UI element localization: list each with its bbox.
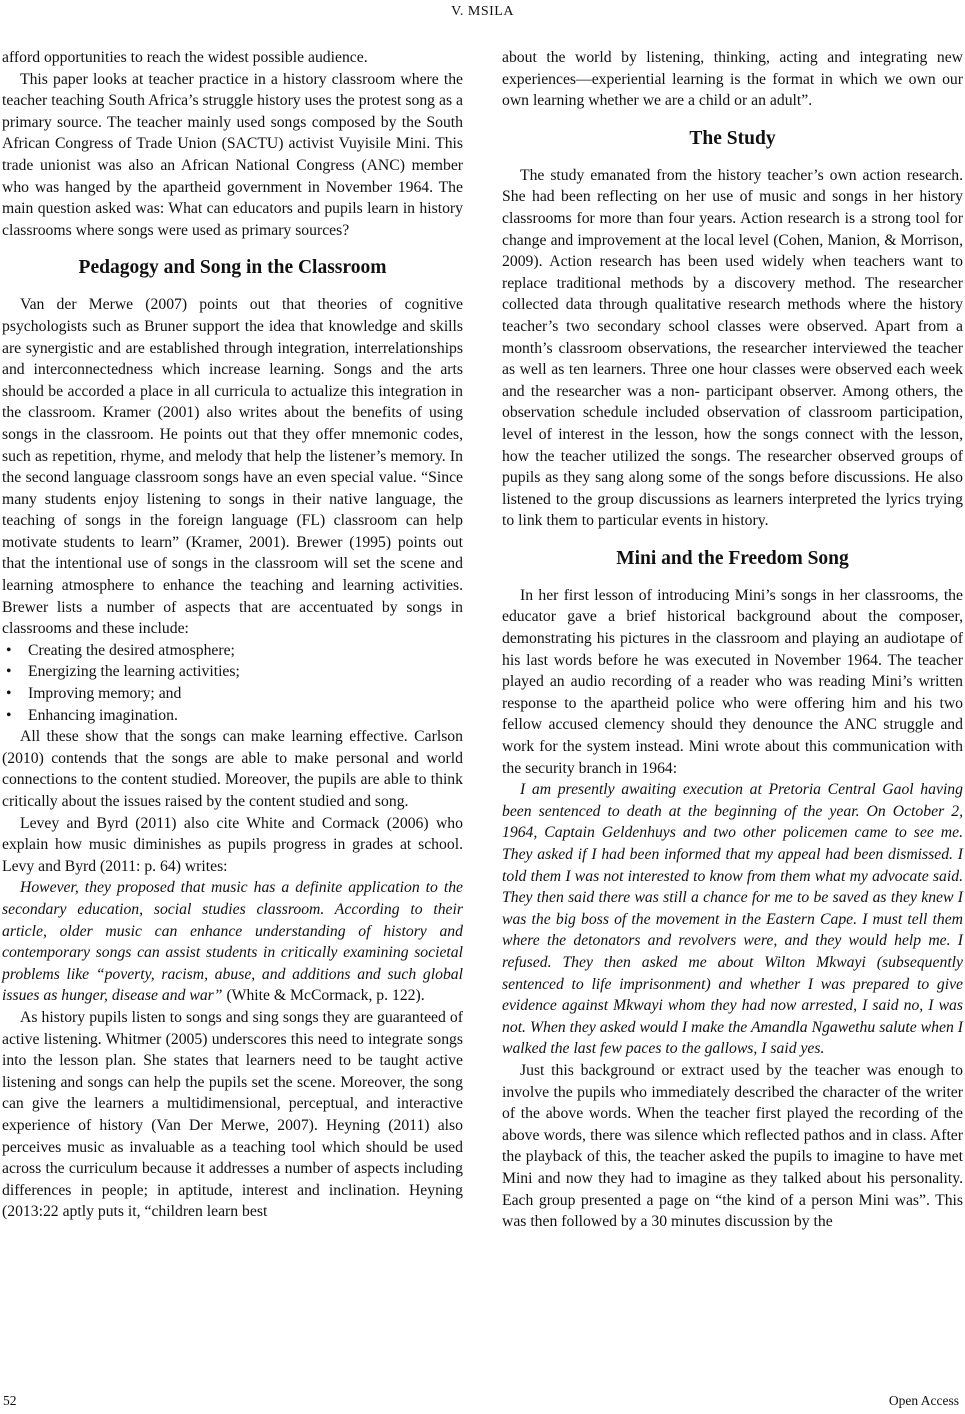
section-heading: Mini and the Freedom Song: [616, 547, 849, 569]
list-item: • Improving memory; and: [2, 683, 463, 705]
paragraph: about the world by listening, thinking, acting and integrating new experiences—experiential learning is the format in which we own our own learning whether we are a child or an adult”.: [502, 49, 963, 110]
paragraph: afford opportunities to reach the widest possible audience.: [2, 49, 368, 66]
section-heading: The Study: [689, 127, 776, 149]
paragraph: In her first lesson of introducing Mini’s songs in her classrooms, the educator gave a brief historical background about the composer, demonstrating his pictures in the classroom and playing an audiotape of his last words before he was executed in November 1964. The teacher played an audio recording of a reader who was reading Mini’s written response to the apartheid police who were offering him and his two fellow accused clemency should they denounce the ANC struggle and work for the system instead. Mini wrote about this communication with the security branch in 1964:: [502, 586, 963, 777]
paragraph: Van der Merwe (2007) points out that theories of cognitive psychologists such as Bruner support the idea that knowledge and skills are synergistic and are established through integration, interrelationships and interconnectedness which increase learning. Songs and the arts should be accorded a place in all curricula to actualize this integration in the classroom. Kramer (2001) also writes about the benefits of using songs in the classroom. He points out that they offer mnemonic codes, such as repetition, rhyme, and melody that help the listener’s memory. In the second language classroom songs have an even special value. “Since many students enjoy listening to songs in their native language, the teaching of songs in the foreign language (FL) classroom can help motivate students to learn” (Kramer, 2001). Brewer (1995) points out that the intentional use of songs in the classroom will set the scene and learning atmosphere to enhance the teaching and learning activities. Brewer lists a number of aspects that are accentuated by songs in classrooms and these include:: [2, 296, 463, 638]
paragraph: Levey and Byrd (2011) also cite White and Cormack (2006) who explain how music diminishes as pupils progress in grades at school. Levy and Byrd (2011: p. 64) writes:: [2, 814, 463, 875]
quote-text: However, they proposed that music has a definite application to the secondary education, social studies classroom. According to their article, older music can enhance understanding of history and contemporary songs can assist students in critically examining societal problems like “poverty, racism, abuse, and additions and such global issues as hunger, disease and war”: [2, 879, 463, 1005]
right-column: [502, 47, 963, 1233]
block-quote: [2, 877, 463, 1007]
block-quote: I am presently awaiting execution at Pretoria Central Gaol having been sentenced to death at the beginning of the year. On October 2, 1964, Captain Geldenhuys and two other policemen came to see me. They asked if I had been informed that my appeal had been dismissed. I told them I was not interested to know from them what my advocate said. They then said there was still a chance for me to be saved as they knew I was the big boss of the movement in the Eastern Cape. I must tell them where the detonators and revolvers were, and they would help me. I refused. They then asked me about Wilton Mkwayi (subsequently sentenced to life imprisonment) and whether I was prepared to give evidence against Mkwayi whom they had now arrested, I said no, I was not. When they asked would I make the Amandla Ngawethu salute when I walked the last few paces to the gallows, I said yes.: [502, 781, 963, 1058]
paragraph: This paper looks at teacher practice in a history classroom where the teacher teaching South Africa’s struggle history uses the protest song as a primary source. The teacher mainly used songs composed by the South African Congress of Trade Union (SACTU) activist Vuyisile Mini. This trade unionist was also an African National Congress (ANC) member who was hanged by the apartheid government in November 1964. The main question asked was: What can educators and pupils learn in history classrooms where songs were used as primary sources?: [2, 70, 463, 239]
publisher-label: Open Access: [888, 1393, 959, 1408]
paragraph: As history pupils listen to songs and sing songs they are guaranteed of active listening. Whitmer (2005) underscores this need to integrate songs into the lesson plan. She states that learners need to be taught active listening and songs can help the pupils set the scene. Moreover, the song can give the learners a multidimensional, perceptual, and interactive experience of history (Van Der Merwe, 2007). Heyning (2011) also perceives music as invaluable as a teaching tool which should be used across the curriculum because it addresses a number of aspects including differences in people; in aptitude, interest and inclination. Heyning (2013:22 aptly puts it, “children learn best: [2, 1008, 463, 1221]
list-item: • Energizing the learning activities;: [2, 661, 463, 683]
page-number: 52: [3, 1393, 17, 1408]
paragraph: Just this background or extract used by the teacher was enough to involve the pupils who immediately described the character of the writer of the above words. When the teacher first played the recording of the above words, there was silence which reflected pathos and in class. After the playback of this, the teacher asked the pupils to imagine to have met Mini and now they had to imagine as they talked about his personality. Each group presented a page on “the kind of a person Mini was”. This was then followed by a 30 minutes discussion by the: [502, 1061, 963, 1231]
list-item: • Enhancing imagination.: [2, 705, 463, 727]
bullet-list: [2, 640, 463, 726]
paragraph: The study emanated from the history teacher’s own action research. She had been reflecting on her use of music and songs in her history classrooms for more than four years. Action research is a strong tool for change and improvement at the local level (Cohen, Manion, & Morrison, 2009). Action research has been used widely when teachers want to replace traditional methods by a discovery method. The researcher collected data through qualitative research methods where the history teacher’s two secondary school classes were observed. Apart from a month’s classroom observations, the researcher interviewed the teacher as well as ten learners. Three one hour classes were observed each week and the researcher was a non- participant observer. Among others, the observation schedule included observation of classroom participation, level of interest in the lesson, how the songs connect with the lesson, how the teacher utilized the songs. The researcher observed groups of pupils as they sang along some of the songs before discussions. He also listened to the group discussions as learners interpreted the lyrics trying to link them to particular events in history.: [502, 166, 963, 530]
section-heading: Pedagogy and Song in the Classroom: [78, 257, 387, 279]
running-head: V. MSILA: [451, 4, 514, 19]
list-item: • Creating the desired atmosphere;: [2, 640, 463, 662]
left-column: [2, 47, 463, 1223]
quote-citation: (White & McCormack, p. 122).: [222, 987, 425, 1005]
paragraph: All these show that the songs can make learning effective. Carlson (2010) contends that the songs are able to make personal and world connections to the content studied. Moreover, the pupils are able to think critically about the issues raised by the content studied and song.: [2, 728, 463, 810]
